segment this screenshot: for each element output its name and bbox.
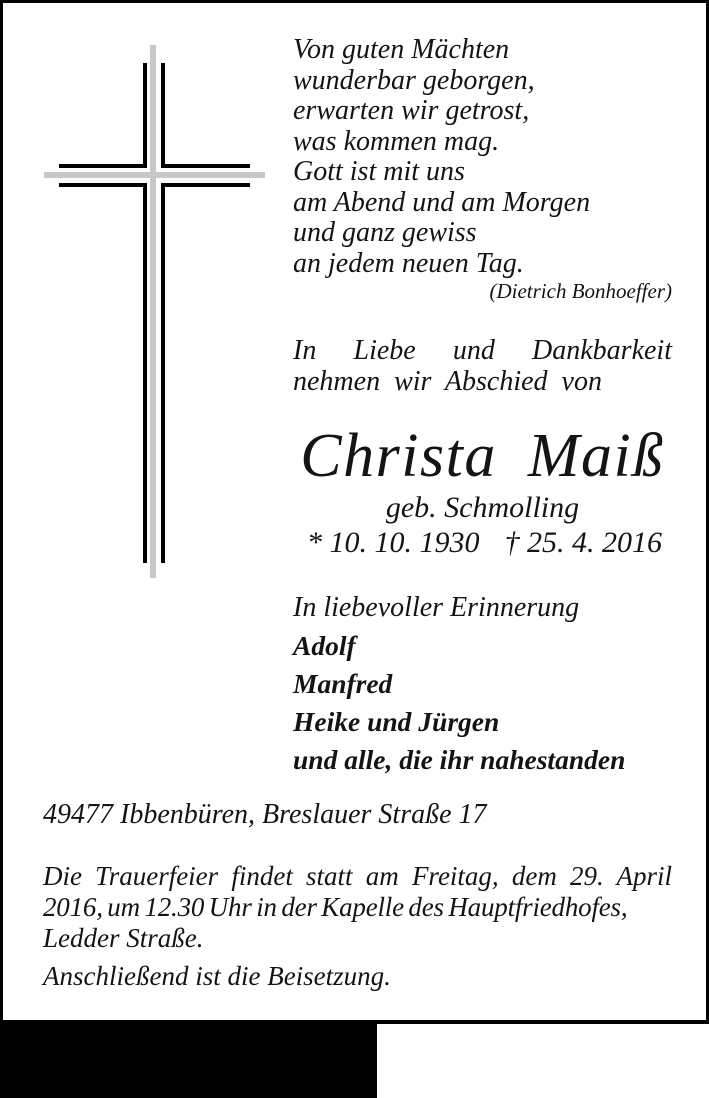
funeral-line: 2016, um 12.30 Uhr in der Kapelle des Hauptfriedhofes, [43, 892, 628, 922]
poem-line: am Abend und am Morgen [293, 186, 591, 218]
cross-gray-horizontal [44, 172, 265, 178]
farewell-intro-line: nehmen wir Abschied von [293, 366, 602, 397]
funeral-line: Die Trauerfeier findet statt am Freitag, dem 29. April [43, 861, 672, 891]
farewell-intro [293, 335, 672, 397]
birth-date: * 10. 10. 1930 [307, 526, 480, 559]
remembrance-block [293, 589, 672, 779]
adjacent-notice-block [0, 1020, 377, 1098]
cross-black-segment [161, 183, 250, 187]
poem-attribution: (Dietrich Bonhoeffer) [489, 279, 672, 303]
death-date: † 25. 4. 2016 [504, 526, 662, 559]
poem-line: erwarten wir getrost, [293, 95, 530, 126]
cross-black-segment [161, 164, 250, 168]
cross-black-segment [161, 63, 165, 168]
poem-line: und ganz gewiss [293, 217, 477, 248]
poem-line: was kommen mag. [293, 125, 500, 157]
funeral-details [43, 861, 672, 954]
mourner-name: Adolf [293, 630, 356, 661]
burial-note: Anschließend ist die Beisetzung. [43, 961, 391, 991]
mourner-name: und alle, die ihr nahestanden [293, 744, 626, 775]
mourner-name: Heike und Jürgen [293, 706, 500, 737]
deceased-name: Christa Maiß [300, 422, 665, 490]
maiden-name: geb. Schmolling [385, 491, 580, 524]
mourner-name: Manfred [293, 668, 393, 699]
poem-line: Gott ist mit uns [293, 156, 465, 187]
cross-black-segment [161, 183, 165, 563]
cross-black-segment [143, 63, 147, 168]
cross-black-segment [143, 183, 147, 563]
poem-block [293, 35, 672, 279]
poem-line: an jedem neuen Tag. [293, 247, 524, 279]
cross-black-segment [59, 183, 147, 187]
cross-gray-vertical [150, 45, 156, 578]
address-line: 49477 Ibbenbüren, Breslauer Straße 17 [43, 799, 487, 830]
funeral-line: Ledder Straße. [43, 923, 204, 953]
christian-cross-icon [3, 3, 283, 603]
farewell-intro-line: In Liebe und Dankbarkeit [293, 335, 672, 366]
remembrance-title: In liebevoller Erinnerung [293, 592, 580, 623]
poem-line: Von guten Mächten [293, 34, 510, 65]
cross-black-segment [59, 164, 147, 168]
life-dates [293, 526, 672, 560]
poem-line: wunderbar geborgen, [293, 64, 535, 96]
